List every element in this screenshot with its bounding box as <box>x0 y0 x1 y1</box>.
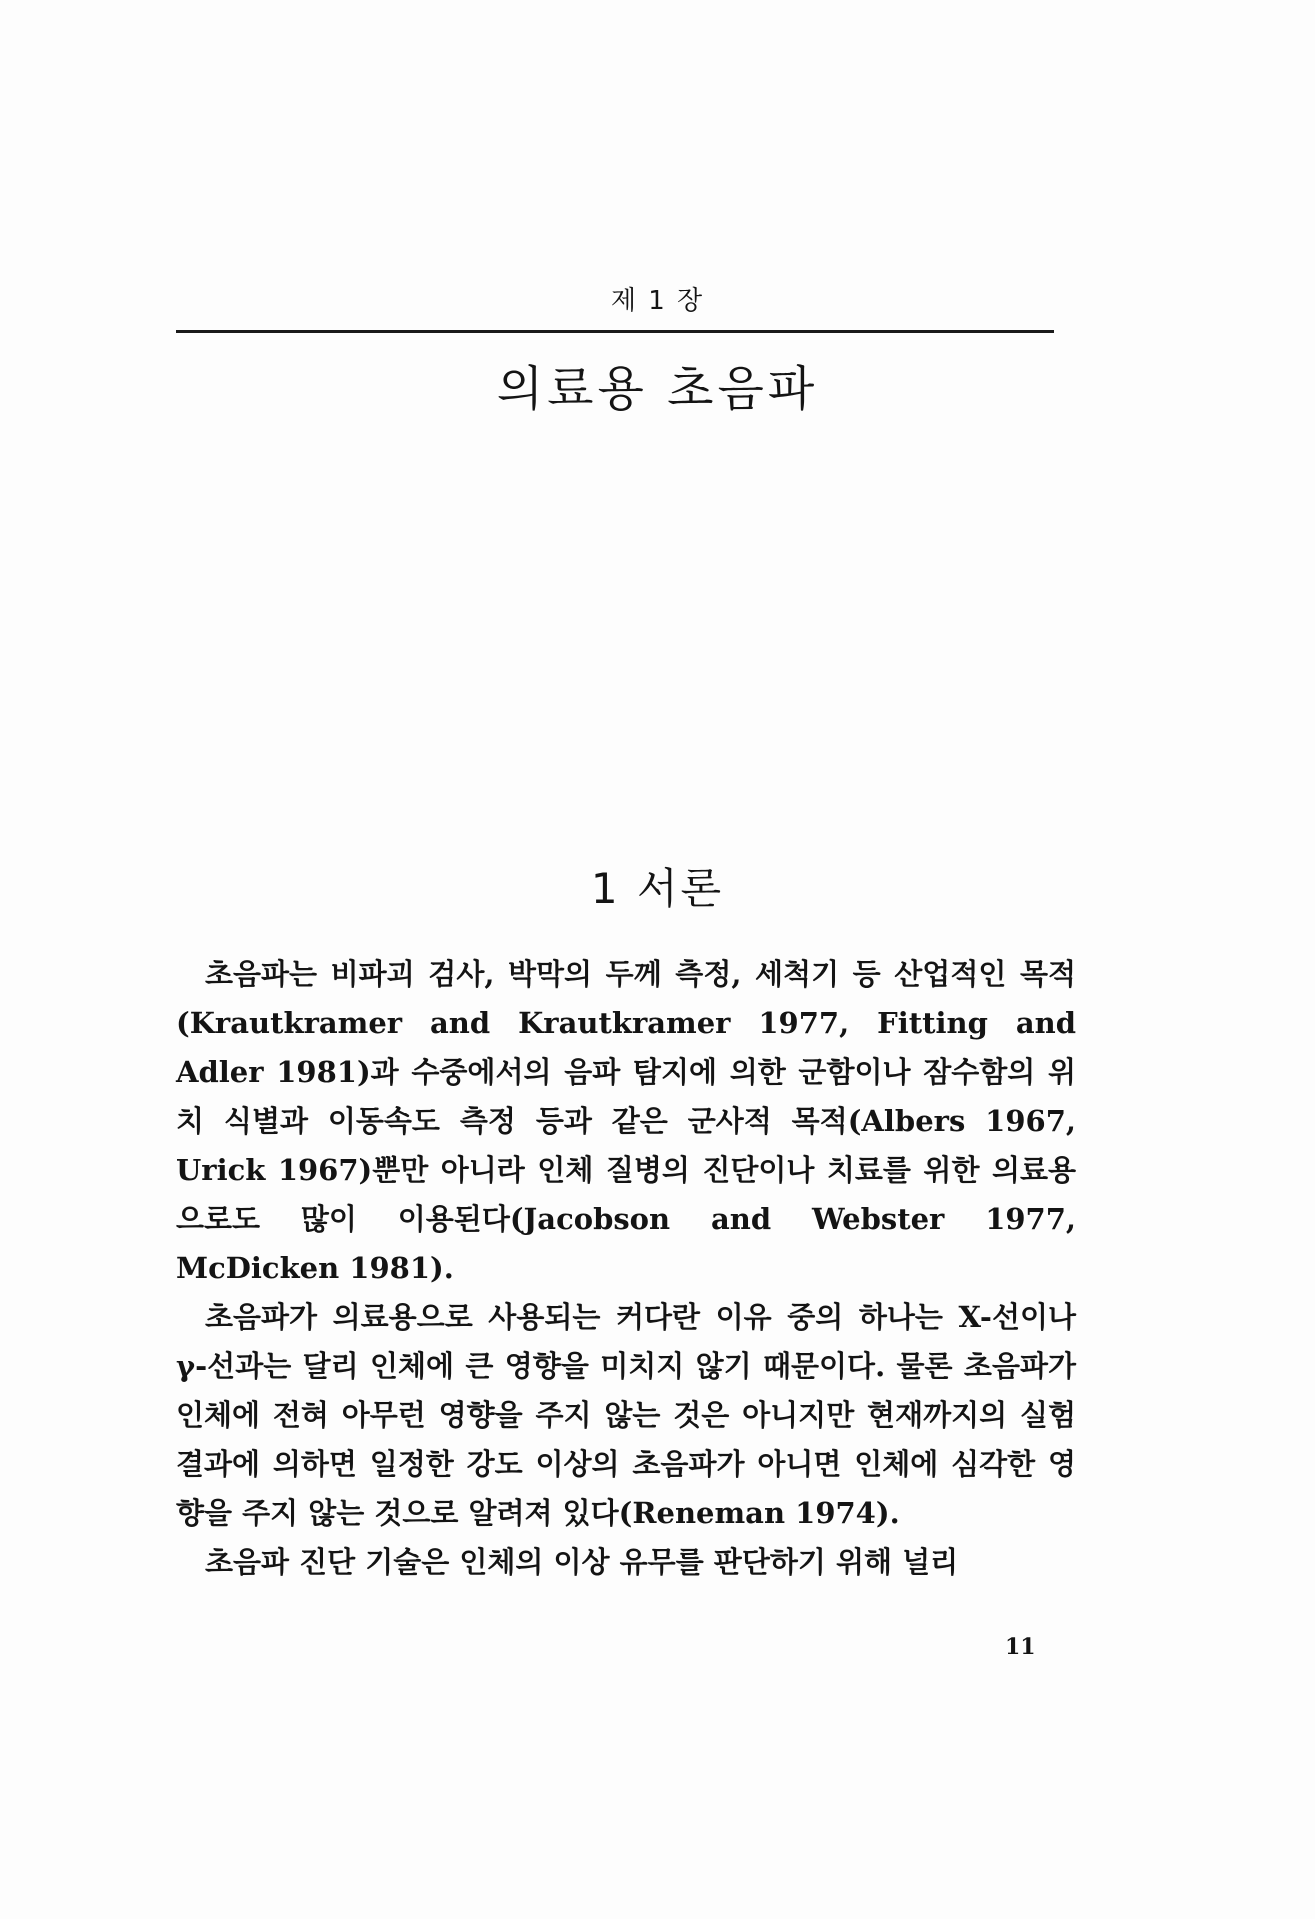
body-text <box>176 950 1076 1587</box>
page-number: 11 <box>1005 1634 1036 1660</box>
paragraph: 초음파가 의료용으로 사용되는 커다란 이유 중의 하나는 X-선이나 γ-선과는 달리 인체에 큰 영향을 미치지 않기 때문이다. 물론 초음파가 인체에 전혀 아무런 영향을 주지 않는 것은 아니지만 현재까지의 실험결과에 의하면 일정한 강도 이상의 초음파가 아니면 인체에 심각한 영향을 주지 않는 것으로 알려져 있다(Reneman 1974). <box>176 1300 1076 1530</box>
chapter-title: 의료용 초음파 <box>496 361 819 417</box>
paragraph: 초음파 진단 기술은 인체의 이상 유무를 판단하기 위해 널리 <box>205 1545 959 1579</box>
chapter-divider <box>176 330 1054 333</box>
chapter-label: 제 1 장 <box>610 286 705 316</box>
section-heading: 1 서론 <box>590 864 725 913</box>
paragraph: 초음파는 비파괴 검사, 박막의 두께 측정, 세척기 등 산업적인 목적(Krautkramer and Krautkramer 1977, Fitting and Adler 1981)과 수중에서의 음파 탐지에 의한 군함이나 잠수함의 위치 식별과 이동속도 측정 등과 같은 군사적 목적(Albers 1967, Urick 1967)뿐만 아니라 인체 질병의 진단이나 치료를 위한 의료용으로도 많이 이용된다(Jacobson and Webster 1977, McDicken 1981). <box>176 957 1076 1285</box>
